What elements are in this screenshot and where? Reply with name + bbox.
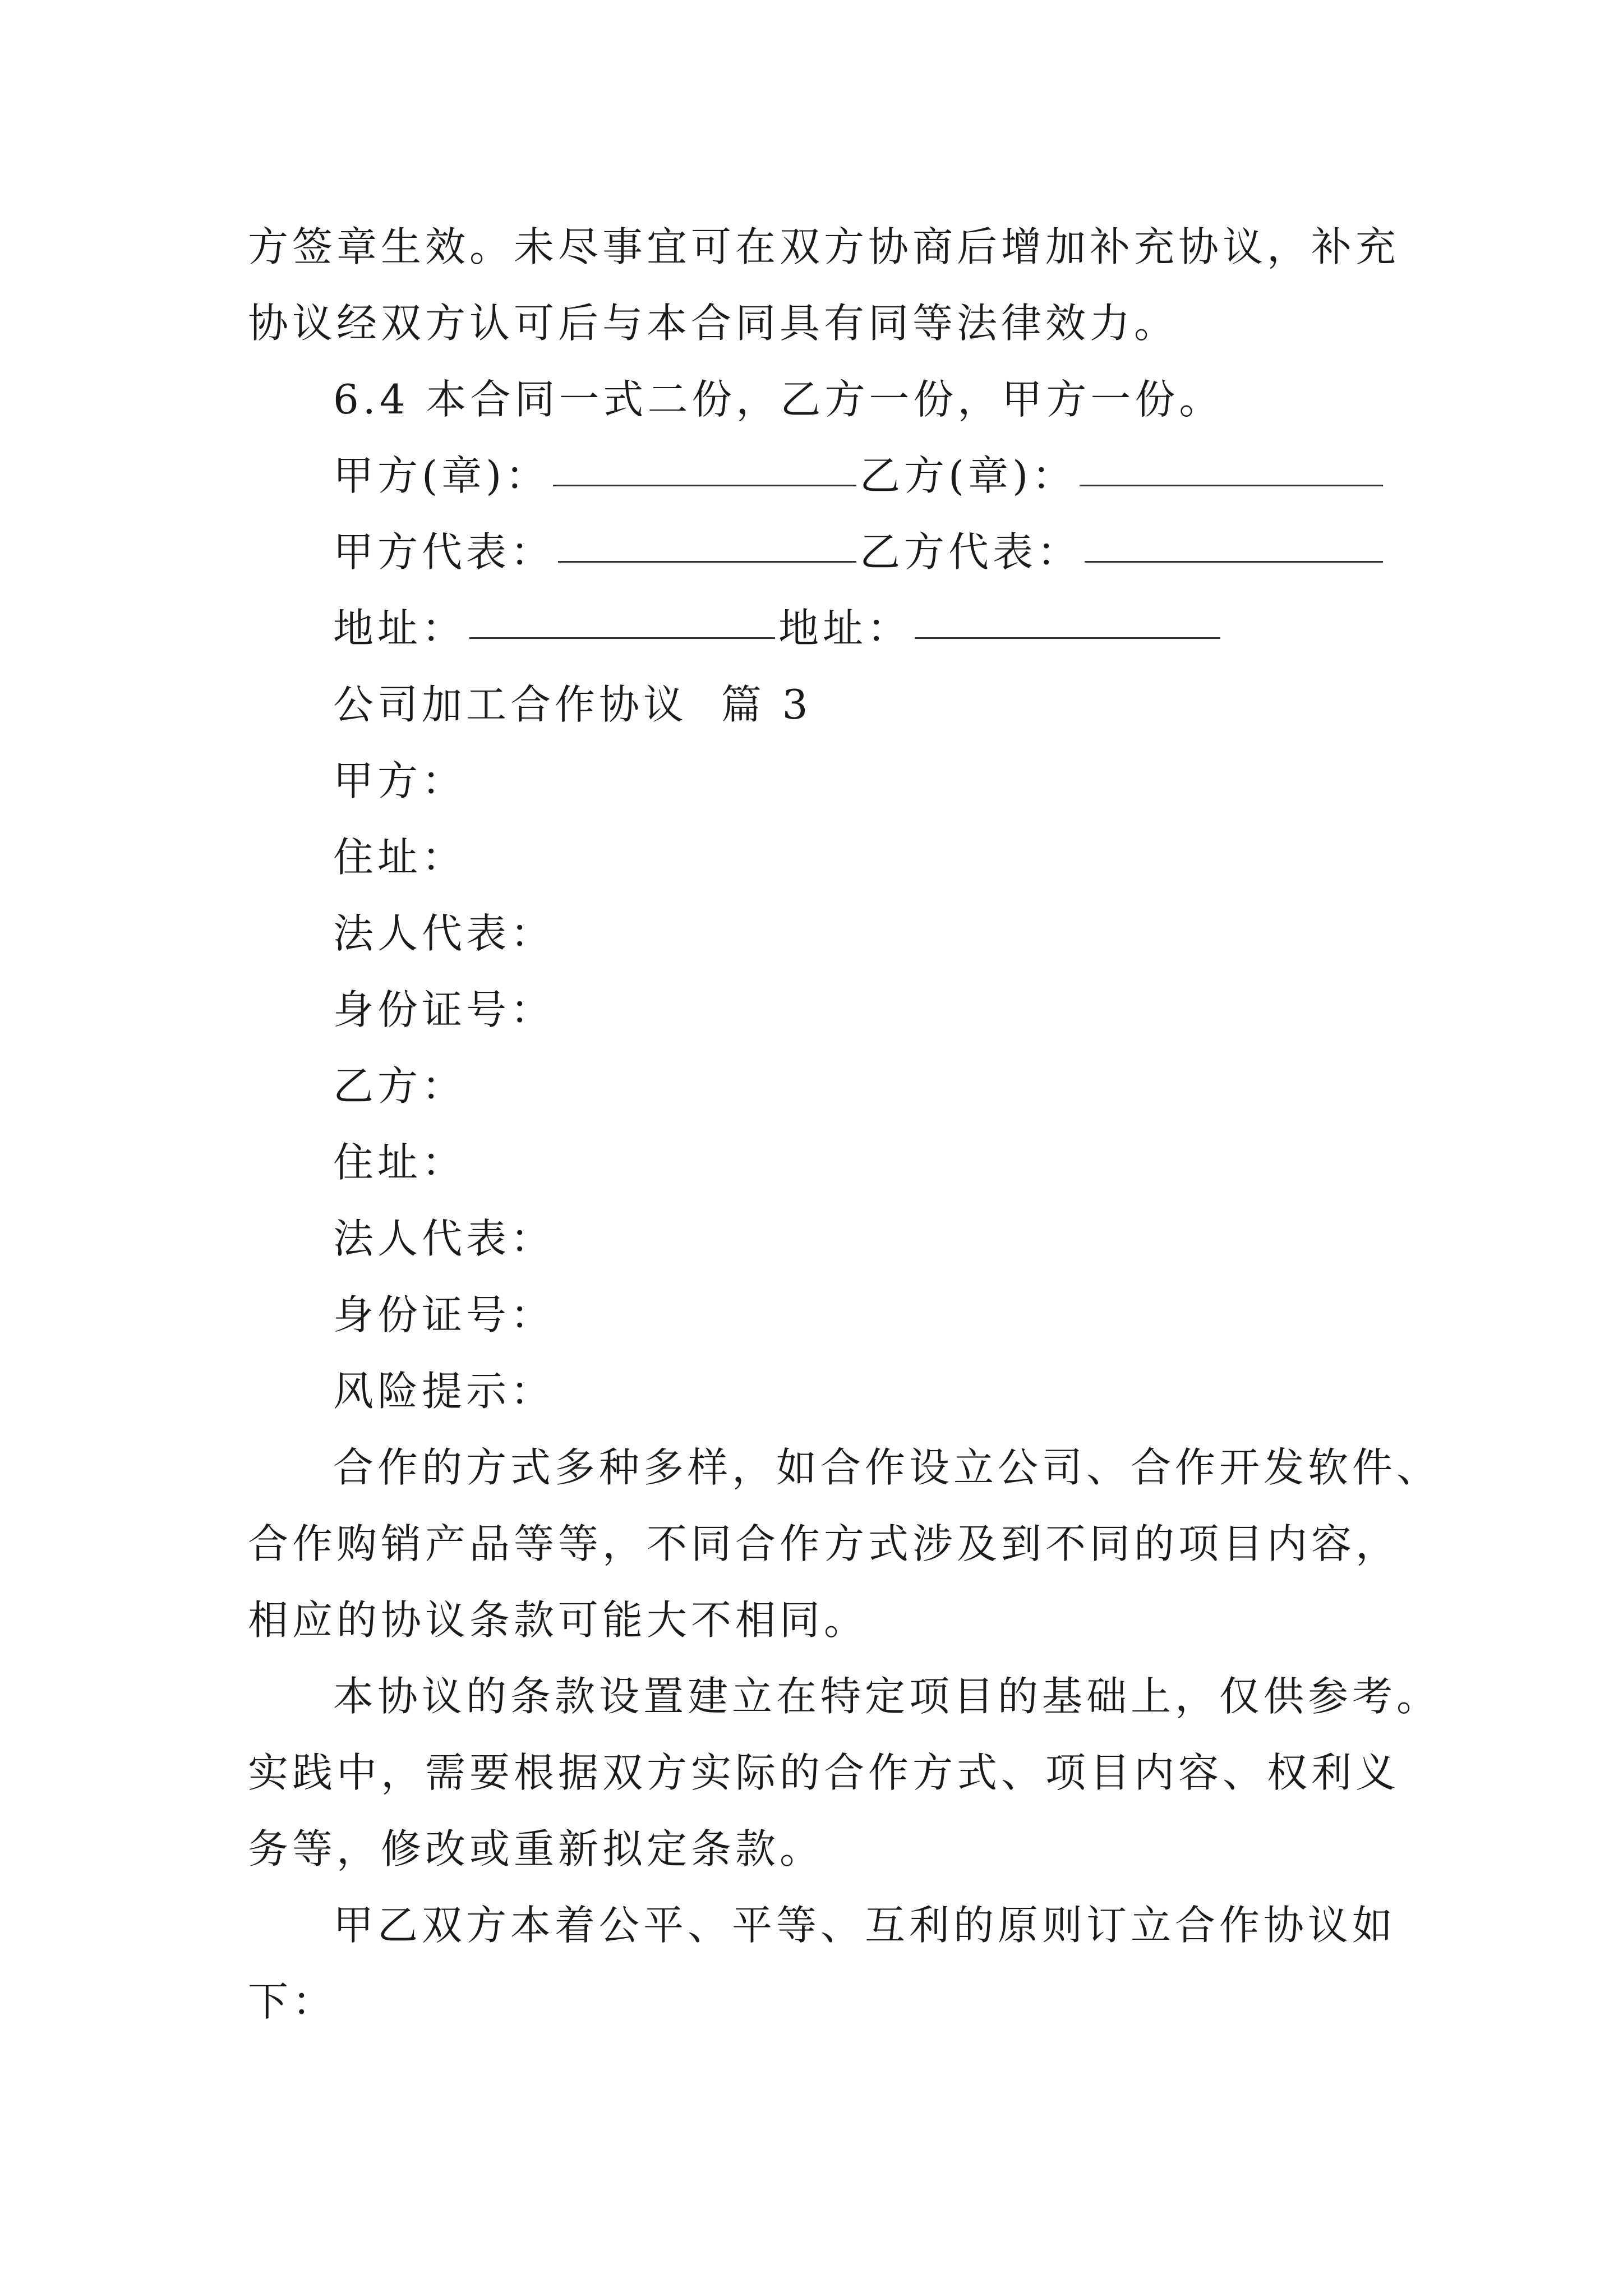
signature-row-rep [248, 514, 1386, 590]
paragraph-line: 务等，修改或重新拟定条款。 [248, 1825, 824, 1872]
field-party-a-address: 住址： [333, 834, 467, 881]
section-title: 公司加工合作协议 篇 3 [333, 681, 812, 728]
party-b-seal-label: 乙方(章)： [860, 452, 1077, 499]
address-b-label: 地址： [778, 605, 912, 652]
signature-row-address [248, 590, 1386, 666]
field-party-a-id-number: 身份证号： [333, 986, 555, 1033]
field-party-b: 乙方： [333, 1062, 467, 1110]
paragraph-agreement-intro [248, 1887, 1397, 2040]
party-a-rep-label: 甲方代表： [333, 528, 555, 576]
paragraph-terms-reference [248, 1658, 1441, 1887]
paragraph-line: 实践中，需要根据双方实际的合作方式、项目内容、权利义 [248, 1749, 1400, 1796]
party-b-rep-label: 乙方代表： [860, 528, 1082, 576]
paragraph-line: 下： [248, 1978, 337, 2025]
address-b-blank [915, 626, 1220, 639]
paragraph-line: 合作购销产品等等，不同合作方式涉及到不同的项目内容， [248, 1520, 1400, 1567]
party-a-seal-label: 甲方(章)： [333, 452, 550, 499]
party-a-seal-blank [553, 473, 856, 486]
clause-6-4: 6.4 本合同一式二份，乙方一份，甲方一份。 [333, 376, 1224, 423]
field-party-b-address: 住址： [333, 1139, 467, 1186]
signature-row-seal [248, 438, 1386, 514]
field-risk-notice: 风险提示： [333, 1368, 555, 1415]
paragraph-line: 甲乙双方本着公平、平等、互利的原则订立合作协议如 [333, 1902, 1397, 1949]
document-body [248, 209, 1441, 2040]
field-party-a: 甲方： [333, 757, 467, 804]
paragraph-line: 合作的方式多种多样，如合作设立公司、合作开发软件、 [333, 1444, 1441, 1491]
field-party-b-legal-rep: 法人代表： [333, 1215, 555, 1262]
address-a-blank [469, 626, 775, 639]
address-a-label: 地址： [333, 605, 467, 652]
field-party-a-legal-rep: 法人代表： [333, 910, 555, 957]
paragraph-line: 本协议的条款设置建立在特定项目的基础上，仅供参考。 [333, 1673, 1441, 1720]
paragraph-cooperation-methods [248, 1429, 1441, 1658]
continuation-line-2: 协议经双方认可后与本合同具有同等法律效力。 [248, 300, 1179, 347]
party-a-rep-blank [558, 550, 856, 563]
party-b-seal-blank [1080, 473, 1383, 486]
paragraph-line: 相应的协议条款可能大不相同。 [248, 1596, 869, 1644]
party-b-rep-blank [1085, 550, 1383, 563]
continuation-line-1: 方签章生效。未尽事宜可在双方协商后增加补充协议，补充 [248, 223, 1400, 270]
field-party-b-id-number: 身份证号： [333, 1291, 555, 1338]
